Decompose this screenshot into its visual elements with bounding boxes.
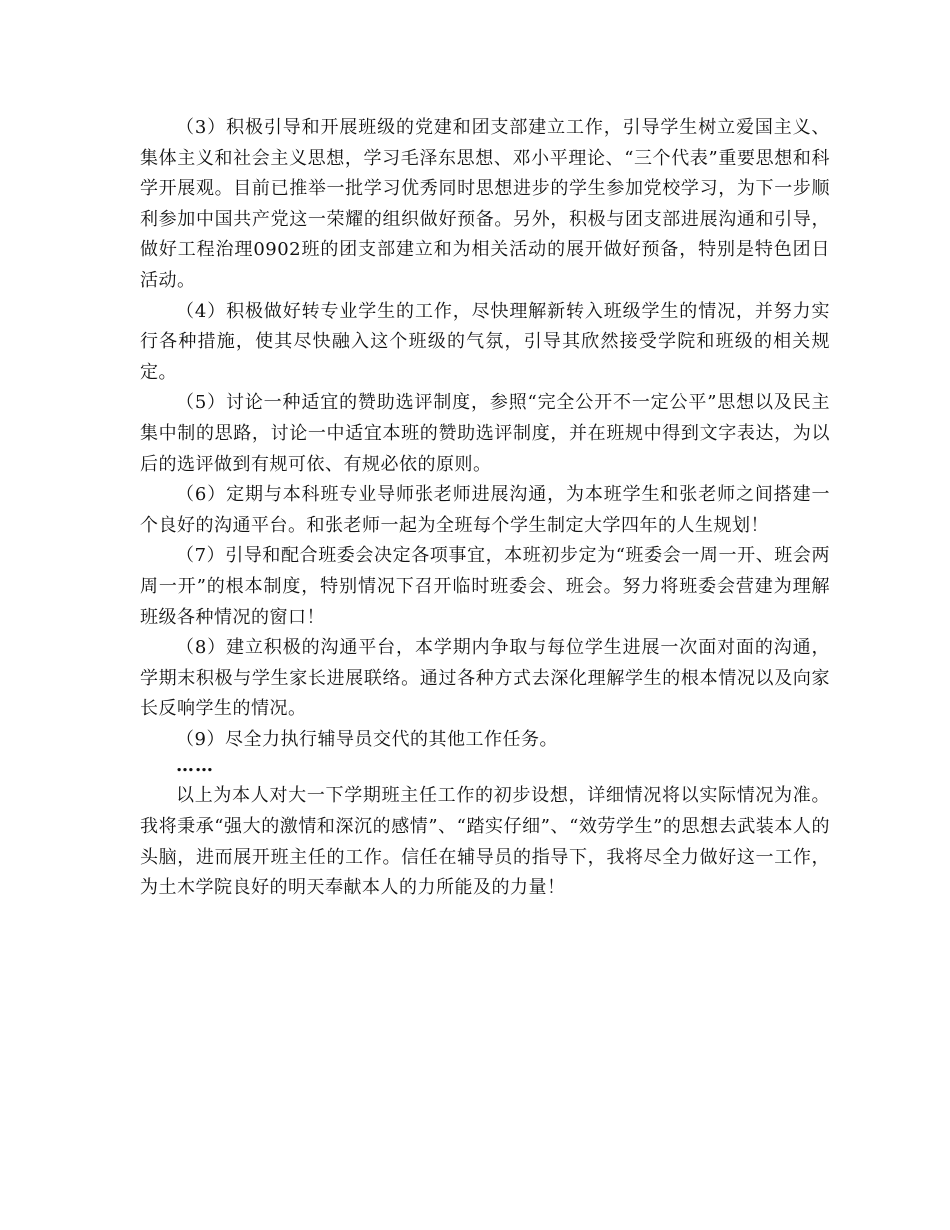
paragraph-item-4: （4）积极做好转专业学生的工作，尽快理解新转入班级学生的情况，并努力实行各种措施，使其尽快融入这个班级的气氛，引导其欣然接受学院和班级的相关规定。 [140,300,830,383]
closing-paragraph: 以上为本人对大一下学期班主任工作的初步设想，详细情况将以实际情况为准。我将秉承“强大的激情和深沉的感情”、“踏实仔细”、“效劳学生”的思想去武装本人的头脑，进而展开班主任的工作。信任在辅导员的指导下，我将尽全力做好这一工作，为土木学院良好的明天奉献本人的力所能及的力量！ [140,785,830,899]
paragraph-item-6: （6）定期与本科班专业导师张老师进展沟通，为本班学生和张老师之间搭建一个良好的沟通平台。和张老师一起为全班每个学生制定大学四年的人生规划！ [140,484,830,536]
paragraph-item-8: （8）建立积极的沟通平台，本学期内争取与每位学生进展一次面对面的沟通，学期末积极与学生家长进展联络。通过各种方式去深化理解学生的根本情况以及向家长反响学生的情况。 [140,637,830,720]
paragraph-item-3: （3）积极引导和开展班级的党建和团支部建立工作，引导学生树立爱国主义、集体主义和社会主义思想，学习毛泽东思想、邓小平理论、“三个代表”重要思想和科学开展观。目前已推举一批学习优秀同时思想进步的学生参加党校学习，为下一步顺利参加中国共产党这一荣耀的组织做好预备。另外，积极与团支部进展沟通和引导，做好工程治理0902班的团支部建立和为相关活动的展开做好预备，特别是特色团日活动。 [140,117,830,291]
ellipsis-marker: …… [176,755,214,777]
paragraph-item-5: （5）讨论一种适宜的赞助选评制度，参照“完全公开不一定公平”思想以及民主集中制的思路，讨论一中适宜本班的赞助选评制度，并在班规中得到文字表达，为以后的选评做到有规可依、有规必依的原则。 [140,392,830,475]
document-page [140,113,830,904]
paragraph-item-7: （7）引导和配合班委会决定各项事宜，本班初步定为“班委会一周一开、班会两周一开”的根本制度，特别情况下召开临时班委会、班会。努力将班委会营建为理解班级各种情况的窗口！ [140,545,830,628]
paragraph-item-9: （9）尽全力执行辅导员交代的其他工作任务。 [176,728,558,750]
